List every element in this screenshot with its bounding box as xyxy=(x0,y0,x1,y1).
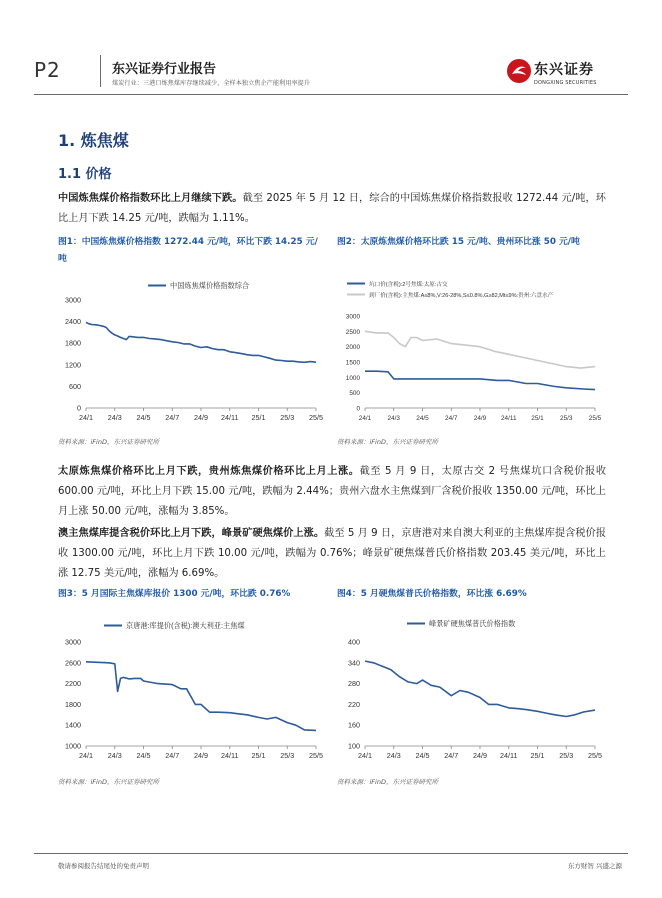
y-tick-label: 2000 xyxy=(345,344,360,352)
series-line-1 xyxy=(365,661,595,716)
x-tick-label: 24/9 xyxy=(194,413,208,422)
figure-1-title: 图1：中国炼焦煤价格指数 1272.44 元/吨，环比下跌 14.25 元/吨 xyxy=(58,237,318,264)
x-tick-label: 24/1 xyxy=(358,415,372,422)
y-tick-label: 1200 xyxy=(65,360,81,370)
x-tick-label: 24/9 xyxy=(473,415,487,422)
x-tick-label: 24/11 xyxy=(221,413,239,422)
series-line-1 xyxy=(86,662,316,731)
x-tick-label: 24/9 xyxy=(473,751,487,760)
y-tick-label: 2500 xyxy=(345,328,360,336)
figure-3-title: 图3：5 月国际主焦煤库报价 1300 元/吨，环比跌 0.76% xyxy=(58,589,291,599)
paragraph-1-lead: 中国炼焦煤价格指数环比上月继续下跌。 xyxy=(58,193,243,204)
subsection-heading: 1.1 价格 xyxy=(58,167,112,182)
x-tick-label: 24/3 xyxy=(386,751,401,760)
legend-label: 坑口价(含税):2号焦煤:太原:古交 xyxy=(369,282,448,288)
y-tick-label: 3000 xyxy=(345,313,360,321)
header-rule xyxy=(34,94,628,95)
x-tick-label: 24/5 xyxy=(136,413,151,422)
x-tick-label: 24/1 xyxy=(79,751,93,760)
x-tick-label: 24/7 xyxy=(165,413,180,422)
paragraph-2-body: 截至 5 月 9 日，太原古交 2 号焦煤坑口含税价报收 600.00 元/吨，环比上月下跌 15.00 元/吨，跌幅为 2.44%；贵州六盘水主焦煤到厂含税价报收 1350.00 元/吨，环比上月上涨 50.00 元/吨，涨幅为 3.85%。 xyxy=(58,466,607,517)
x-tick-label: 24/3 xyxy=(107,751,122,760)
paragraph-3-body: 截至 5 月 9 日，京唐港对来自澳大利亚的主焦煤库提含税价报收 1300.00 元/吨，环比上月下跌 10.00 元/吨，跌幅为 0.76%；峰景矿硬焦煤普氏价格指数 203.45 美元/吨，环比上涨 12.75 美元/吨，涨幅为 6.69%。 xyxy=(58,528,606,579)
series-line-1 xyxy=(86,322,316,362)
paragraph-3 xyxy=(58,524,606,584)
x-tick-label: 25/5 xyxy=(588,415,602,422)
footer-rule xyxy=(34,853,628,854)
x-tick-label: 25/3 xyxy=(560,415,573,422)
logo-subtext: DONGXING SECURITIES xyxy=(534,80,597,86)
y-tick-label: 3000 xyxy=(65,295,81,305)
logo-icon xyxy=(506,57,532,85)
x-tick-label: 24/7 xyxy=(165,751,180,760)
y-tick-label: 160 xyxy=(348,720,360,730)
figure-1-chart xyxy=(58,274,328,432)
footer-slogan: 东方财智 兴盛之源 xyxy=(567,862,622,870)
x-tick-label: 25/1 xyxy=(531,415,544,422)
series-line-2 xyxy=(365,331,595,368)
y-tick-label: 280 xyxy=(348,679,360,689)
y-tick-label: 1000 xyxy=(65,741,81,751)
figure-2-title: 图2：太原炼焦煤价格环比跌 15 元/吨、贵州环比涨 50 元/吨 xyxy=(337,237,580,247)
x-tick-label: 25/1 xyxy=(251,413,266,422)
series-line-1 xyxy=(365,371,595,389)
x-tick-label: 25/3 xyxy=(280,751,295,760)
x-tick-label: 24/11 xyxy=(221,751,239,760)
footer-disclaimer: 敬请参阅报告结尾处的免责声明 xyxy=(58,862,149,870)
figure-4-title: 图4：5 月硬焦煤普氏价格指数，环比涨 6.69% xyxy=(337,589,527,599)
y-tick-label: 1800 xyxy=(65,699,81,709)
paragraph-1-body: 截至 2025 年 5 月 12 日，综合的中国炼焦煤价格指数报收 1272.44 元/吨，环比上月下跌 14.25 元/吨，跌幅为 1.11%。 xyxy=(58,193,606,224)
x-tick-label: 25/3 xyxy=(280,413,295,422)
y-tick-label: 2600 xyxy=(65,658,81,668)
y-tick-label: 500 xyxy=(349,390,360,398)
figure-3-source: 资料来源：iFinD，东兴证券研究所 xyxy=(58,778,159,786)
x-tick-label: 24/1 xyxy=(358,751,372,760)
x-tick-label: 25/5 xyxy=(309,751,323,760)
x-tick-label: 24/5 xyxy=(415,751,430,760)
legend-label: 京唐港:库提价(含税):澳大利亚:主焦煤 xyxy=(126,621,245,630)
report-subtitle: 煤炭行业：三港口炼焦煤库存继续减少，全样本独立焦企产能利用率提升 xyxy=(112,80,310,87)
y-tick-label: 0 xyxy=(356,405,360,413)
y-tick-label: 600 xyxy=(69,381,81,391)
figure-1-source: 资料来源：iFinD，东兴证券研究所 xyxy=(58,438,159,446)
y-tick-label: 100 xyxy=(348,741,360,751)
legend-label: 中国炼焦煤价格指数综合 xyxy=(170,281,250,290)
x-tick-label: 25/5 xyxy=(309,413,323,422)
paragraph-2 xyxy=(58,462,606,522)
x-tick-label: 24/11 xyxy=(500,415,517,422)
y-tick-label: 2200 xyxy=(65,679,81,689)
x-tick-label: 24/11 xyxy=(500,751,518,760)
figure-2-chart xyxy=(337,274,607,432)
figure-4-chart xyxy=(337,612,607,770)
y-tick-label: 0 xyxy=(77,403,81,413)
y-tick-label: 400 xyxy=(348,637,360,647)
x-tick-label: 25/3 xyxy=(559,751,574,760)
figure-3-chart xyxy=(58,612,328,770)
y-tick-label: 220 xyxy=(348,699,360,709)
figure-4-source: 资料来源：iFinD，东兴证券研究所 xyxy=(337,778,438,786)
logo-text: 东兴证券 xyxy=(534,62,594,78)
x-tick-label: 24/5 xyxy=(136,751,151,760)
figure-2-source: 资料来源：iFinD，东兴证券研究所 xyxy=(337,438,438,446)
header-divider xyxy=(100,55,101,87)
paragraph-3-lead: 澳主焦煤库提含税价环比上月下跌，峰景矿硬焦煤价上涨。 xyxy=(58,528,325,539)
y-tick-label: 1800 xyxy=(65,338,81,348)
x-tick-label: 24/9 xyxy=(194,751,208,760)
x-tick-label: 25/1 xyxy=(251,751,266,760)
y-tick-label: 2400 xyxy=(65,317,81,327)
paragraph-2-lead: 太原炼焦煤价格环比上月下跌，贵州炼焦煤价格环比上月上涨。 xyxy=(58,466,360,477)
report-title: 东兴证券行业报告 xyxy=(112,62,217,77)
y-tick-label: 340 xyxy=(348,658,360,668)
y-tick-label: 1500 xyxy=(345,359,360,367)
legend-label: 峰景矿硬焦煤普氏价格指数 xyxy=(429,619,516,628)
x-tick-label: 24/3 xyxy=(387,415,400,422)
x-tick-label: 24/5 xyxy=(416,415,429,422)
section-heading: 1. 炼焦煤 xyxy=(58,131,129,150)
x-tick-label: 24/3 xyxy=(107,413,122,422)
x-tick-label: 25/1 xyxy=(530,751,545,760)
paragraph-1 xyxy=(58,189,606,229)
legend-label: 到厂价(含税):主焦煤:A≤8%,V:26-28%,S≤0.8%,G≥82,Mt≤9%:贵州:六盘水产 xyxy=(369,293,554,299)
y-tick-label: 1400 xyxy=(65,720,81,730)
y-tick-label: 3000 xyxy=(65,637,81,647)
y-tick-label: 1000 xyxy=(345,374,360,382)
x-tick-label: 24/1 xyxy=(79,413,93,422)
x-tick-label: 24/7 xyxy=(445,415,458,422)
x-tick-label: 25/5 xyxy=(588,751,602,760)
x-tick-label: 24/7 xyxy=(444,751,459,760)
page-number: P2 xyxy=(34,58,61,82)
